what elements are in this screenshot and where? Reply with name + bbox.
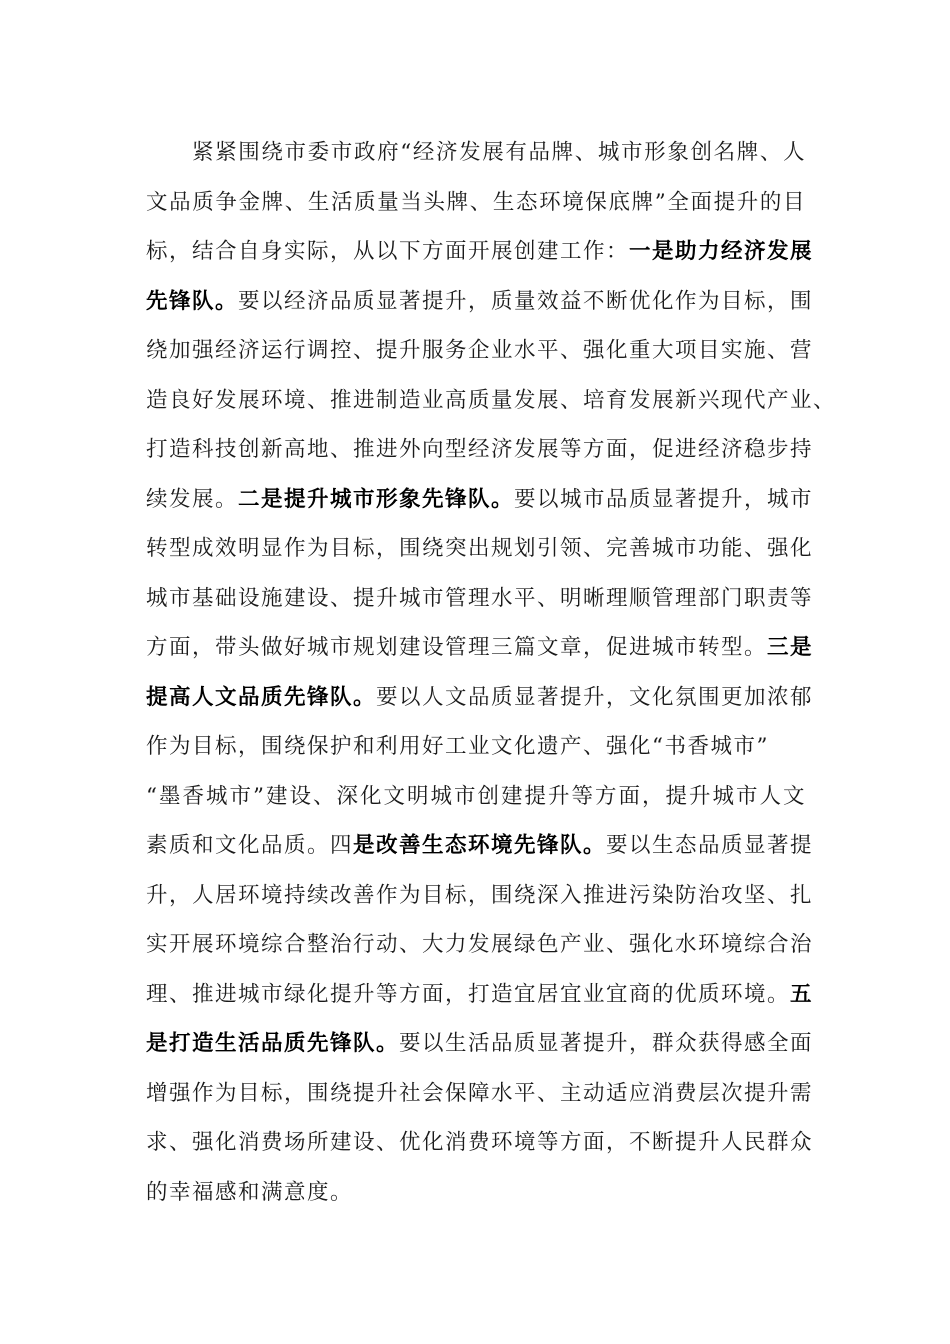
bold-heading-text: 提高人文品质先锋队。 <box>146 684 377 710</box>
body-text: 续发展。 <box>146 486 239 512</box>
paragraph-line <box>146 384 837 418</box>
body-text: 理、推进城市绿化提升等方面，打造宜居宜业宜商的优质环境。 <box>146 981 791 1007</box>
paragraph-line <box>146 483 814 517</box>
paragraph-line <box>146 1176 806 1210</box>
body-text: 标，结合自身实际，从以下方面开展创建工作： <box>146 239 630 264</box>
bold-heading-text: 五 <box>790 981 814 1007</box>
bold-heading-text: 先锋队。 <box>146 288 239 314</box>
body-text: 要以生态品质显著提 <box>606 833 814 858</box>
body-text: 要以人文品质显著提升，文化氛围更加浓郁 <box>376 684 814 710</box>
body-text: 方面，带头做好城市规划建设管理三篇文章，促进城市转型。 <box>146 635 768 660</box>
body-text: 素质和文化品质。四 <box>146 833 354 858</box>
body-text: 转型成效明显作为目标，围绕突出规划引领、完善城市功能、强化 <box>146 536 814 561</box>
paragraph-line <box>146 879 814 913</box>
paragraph-line <box>146 532 814 566</box>
bold-heading-text: 是打造生活品质先锋队。 <box>146 1031 400 1056</box>
paragraph-line <box>146 285 814 319</box>
body-text: 作为目标，围绕保护和利用好工业文化遗产、强化“书香城市” <box>146 734 769 759</box>
body-text: 要以生活品质显著提升，群众获得感全面 <box>399 1031 814 1056</box>
body-text: “墨香城市”建设、深化文明城市创建提升等方面，提升城市人文 <box>146 783 806 809</box>
body-text: 增强作为目标，围绕提升社会保障水平、主动适应消费层次提升需 <box>146 1080 814 1106</box>
paragraph-line <box>146 730 806 764</box>
paragraph-line <box>192 136 806 170</box>
paragraph-line <box>146 235 814 269</box>
body-text: 的幸福感和满意度。 <box>146 1179 354 1205</box>
paragraph-line <box>146 681 814 715</box>
paragraph-line <box>146 631 814 665</box>
body-text: 城市基础设施建设、提升城市管理水平、明晰理顺管理部门职责等 <box>146 585 814 611</box>
paragraph-line <box>146 1126 814 1160</box>
paragraph-line <box>146 1027 814 1061</box>
paragraph-line <box>146 186 806 220</box>
body-text: 文品质争金牌、生活质量当头牌、生态环境保底牌”全面提升的目 <box>146 189 806 215</box>
paragraph-line <box>146 433 814 467</box>
body-text: 要以经济品质显著提升，质量效益不断优化作为目标，围 <box>238 288 814 314</box>
bold-heading-text: 是改善生态环境先锋队。 <box>353 833 607 858</box>
body-text: 紧紧围绕市委市政府“经济发展有品牌、城市形象创名牌、人 <box>192 140 806 165</box>
body-text: 要以城市品质显著提升，城市 <box>514 486 814 512</box>
body-text: 求、强化消费场所建设、优化消费环境等方面，不断提升人民群众 <box>146 1130 814 1155</box>
paragraph-line <box>146 928 814 962</box>
body-text: 造良好发展环境、推进制造业高质量发展、培育发展新兴现代产业、 <box>146 387 837 413</box>
paragraph-line <box>146 582 814 616</box>
bold-heading-text: 一是助力经济发展 <box>629 239 814 264</box>
paragraph-line <box>146 978 814 1012</box>
body-text: 实开展环境综合整治行动、大力发展绿色产业、强化水环境综合治 <box>146 932 814 957</box>
bold-heading-text: 三是 <box>767 635 814 660</box>
body-text: 升，人居环境持续改善作为目标，围绕深入推进污染防治攻坚、扎 <box>146 882 814 908</box>
body-text: 打造科技创新高地、推进外向型经济发展等方面，促进经济稳步持 <box>146 437 814 462</box>
paragraph-line <box>146 334 814 368</box>
paragraph-line <box>146 1077 814 1111</box>
paragraph-line <box>146 829 814 863</box>
body-text: 绕加强经济运行调控、提升服务企业水平、强化重大项目实施、营 <box>146 338 814 363</box>
paragraph-line <box>146 780 806 814</box>
bold-heading-text: 二是提升城市形象先锋队。 <box>238 486 515 512</box>
